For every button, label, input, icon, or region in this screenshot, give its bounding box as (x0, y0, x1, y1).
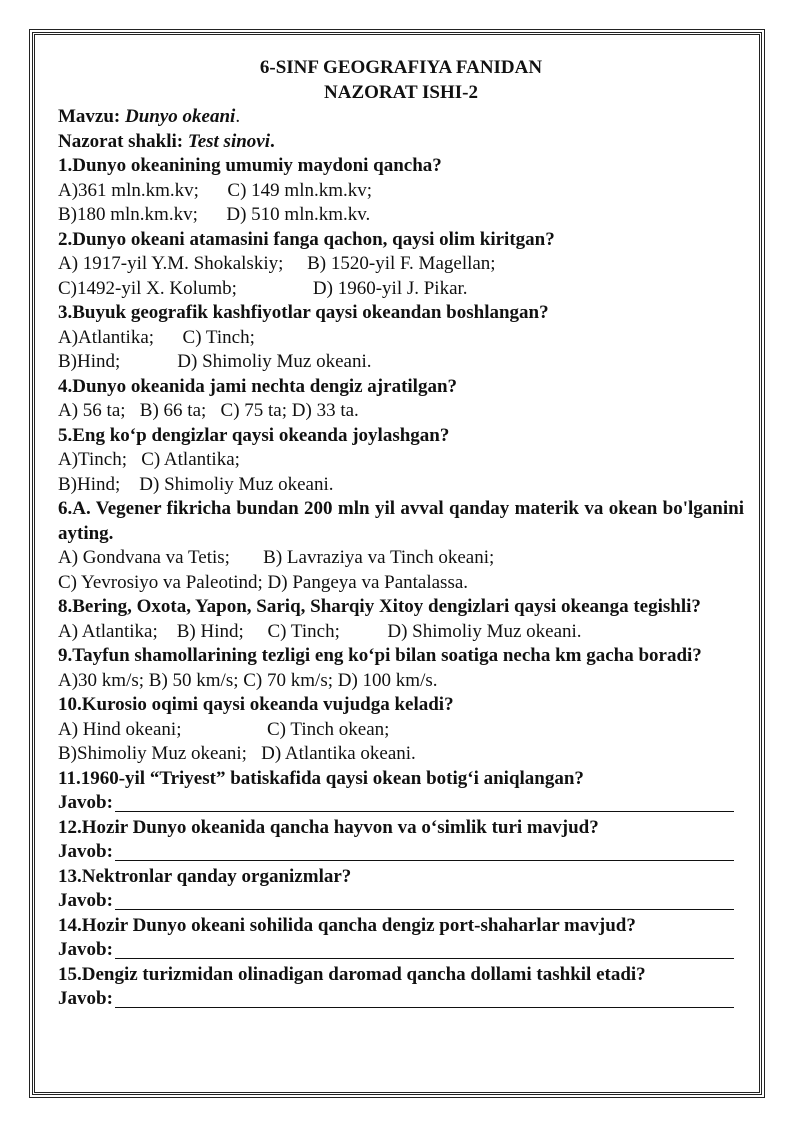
question-4-options-row1: A) 56 ta; B) 66 ta; C) 75 ta; D) 33 ta. (58, 400, 359, 421)
form-value: Test sinovi (187, 130, 270, 152)
document-title-line1: 6-SINF GEOGRAFIYA FANIDAN (259, 57, 543, 78)
topic-line (58, 105, 744, 130)
question-12: 12.Hozir Dunyo okeanida qancha hayvon va o‘simlik turi mavjud? (58, 816, 599, 838)
question-15: 15.Dengiz turizmidan olinadigan daromad qancha dollami tashkil etadi? (58, 963, 646, 985)
answer-label: Javob: (58, 939, 113, 960)
question-11: 11.1960-yil “Triyest” batiskafida qaysi okean botig‘i aniqlangan? (58, 767, 584, 789)
answer-label: Javob: (58, 841, 113, 862)
form-end: . (270, 130, 275, 152)
answer-label: Javob: (58, 988, 113, 1009)
question-5: 5.Eng ko‘p dengizlar qaysi okeanda joylashgan? (58, 424, 450, 446)
question-1-options-row1: A)361 mln.km.kv; C) 149 mln.km.kv; (58, 179, 373, 201)
question-5-options-row1: A)Tinch; C) Atlantika; (58, 449, 240, 470)
document-title-line2: NAZORAT ISHI-2 (324, 81, 478, 103)
question-8-options-row1: A) Atlantika; B) Hind; C) Tinch; D) Shimoliy Muz okeani. (58, 620, 582, 642)
document-page (58, 56, 744, 1012)
answer-blank[interactable] (115, 793, 734, 812)
answer-line-14 (58, 938, 744, 963)
question-6-options-row1: A) Gondvana va Tetis; B) Lavraziya va Tinch okeani; (58, 547, 495, 568)
answer-line-13 (58, 889, 744, 914)
topic-value: Dunyo okeani (125, 106, 236, 127)
answer-blank[interactable] (115, 891, 734, 910)
answer-blank[interactable] (115, 989, 734, 1008)
question-10-options-row2: B)Shimoliy Muz okeani; D) Atlantika okeani. (58, 743, 416, 764)
question-2-options-row1: A) 1917-yil Y.M. Shokalskiy; B) 1520-yil F. Magellan; (58, 253, 496, 274)
question-9: 9.Tayfun shamollarining tezligi eng ko‘pi bilan soatiga necha km gacha boradi? (58, 645, 702, 666)
answer-label: Javob: (58, 792, 113, 813)
answer-blank[interactable] (115, 940, 734, 959)
topic-label: Mavzu: (58, 106, 126, 127)
question-13: 13.Nektronlar qanday organizmlar? (58, 865, 352, 887)
question-6-options-row2: C) Yevrosiyo va Paleotind; D) Pangeya va Pantalassa. (58, 571, 469, 593)
answer-blank[interactable] (115, 842, 734, 861)
question-14: 14.Hozir Dunyo okeani sohilida qancha dengiz port-shaharlar mavjud? (58, 914, 636, 936)
question-3-options-row1: A)Atlantika; C) Tinch; (58, 326, 255, 348)
answer-label: Javob: (58, 890, 113, 911)
question-6: 6.A. Vegener fikricha bundan 200 mln yil avval qanday materik va okean bo'lganini ayting. (58, 498, 744, 544)
question-10-options-row1: A) Hind okeani; C) Tinch okean; (58, 718, 390, 740)
answer-line-12 (58, 840, 744, 865)
form-label: Nazorat shakli: (58, 130, 188, 152)
answer-line-11 (58, 791, 744, 816)
question-10: 10.Kurosio oqimi qaysi okeanda vujudga keladi? (58, 694, 454, 715)
question-2-options-row2: C)1492-yil X. Kolumb; D) 1960-yil J. Pikar. (58, 277, 468, 299)
topic-end: . (235, 106, 241, 127)
form-line (58, 130, 744, 155)
question-9-options-row1: A)30 km/s; B) 50 km/s; C) 70 km/s; D) 100 km/s. (58, 669, 438, 691)
answer-line-15 (58, 987, 744, 1012)
question-1: 1.Dunyo okeanining umumiy maydoni qancha? (58, 155, 442, 176)
question-1-options-row2: B)180 mln.km.kv; D) 510 mln.km.kv. (58, 204, 371, 225)
question-8: 8.Bering, Oxota, Yapon, Sariq, Sharqiy Xitoy dengizlari qaysi okeanga tegishli? (58, 596, 701, 617)
question-5-options-row2: B)Hind; D) Shimoliy Muz okeani. (58, 473, 334, 495)
question-4: 4.Dunyo okeanida jami nechta dengiz ajratilgan? (58, 375, 458, 397)
question-3-options-row2: B)Hind; D) Shimoliy Muz okeani. (58, 351, 372, 372)
question-2: 2.Dunyo okeani atamasini fanga qachon, qaysi olim kiritgan? (58, 228, 555, 250)
question-3: 3.Buyuk geografik kashfiyotlar qaysi okeandan boshlangan? (58, 302, 549, 323)
